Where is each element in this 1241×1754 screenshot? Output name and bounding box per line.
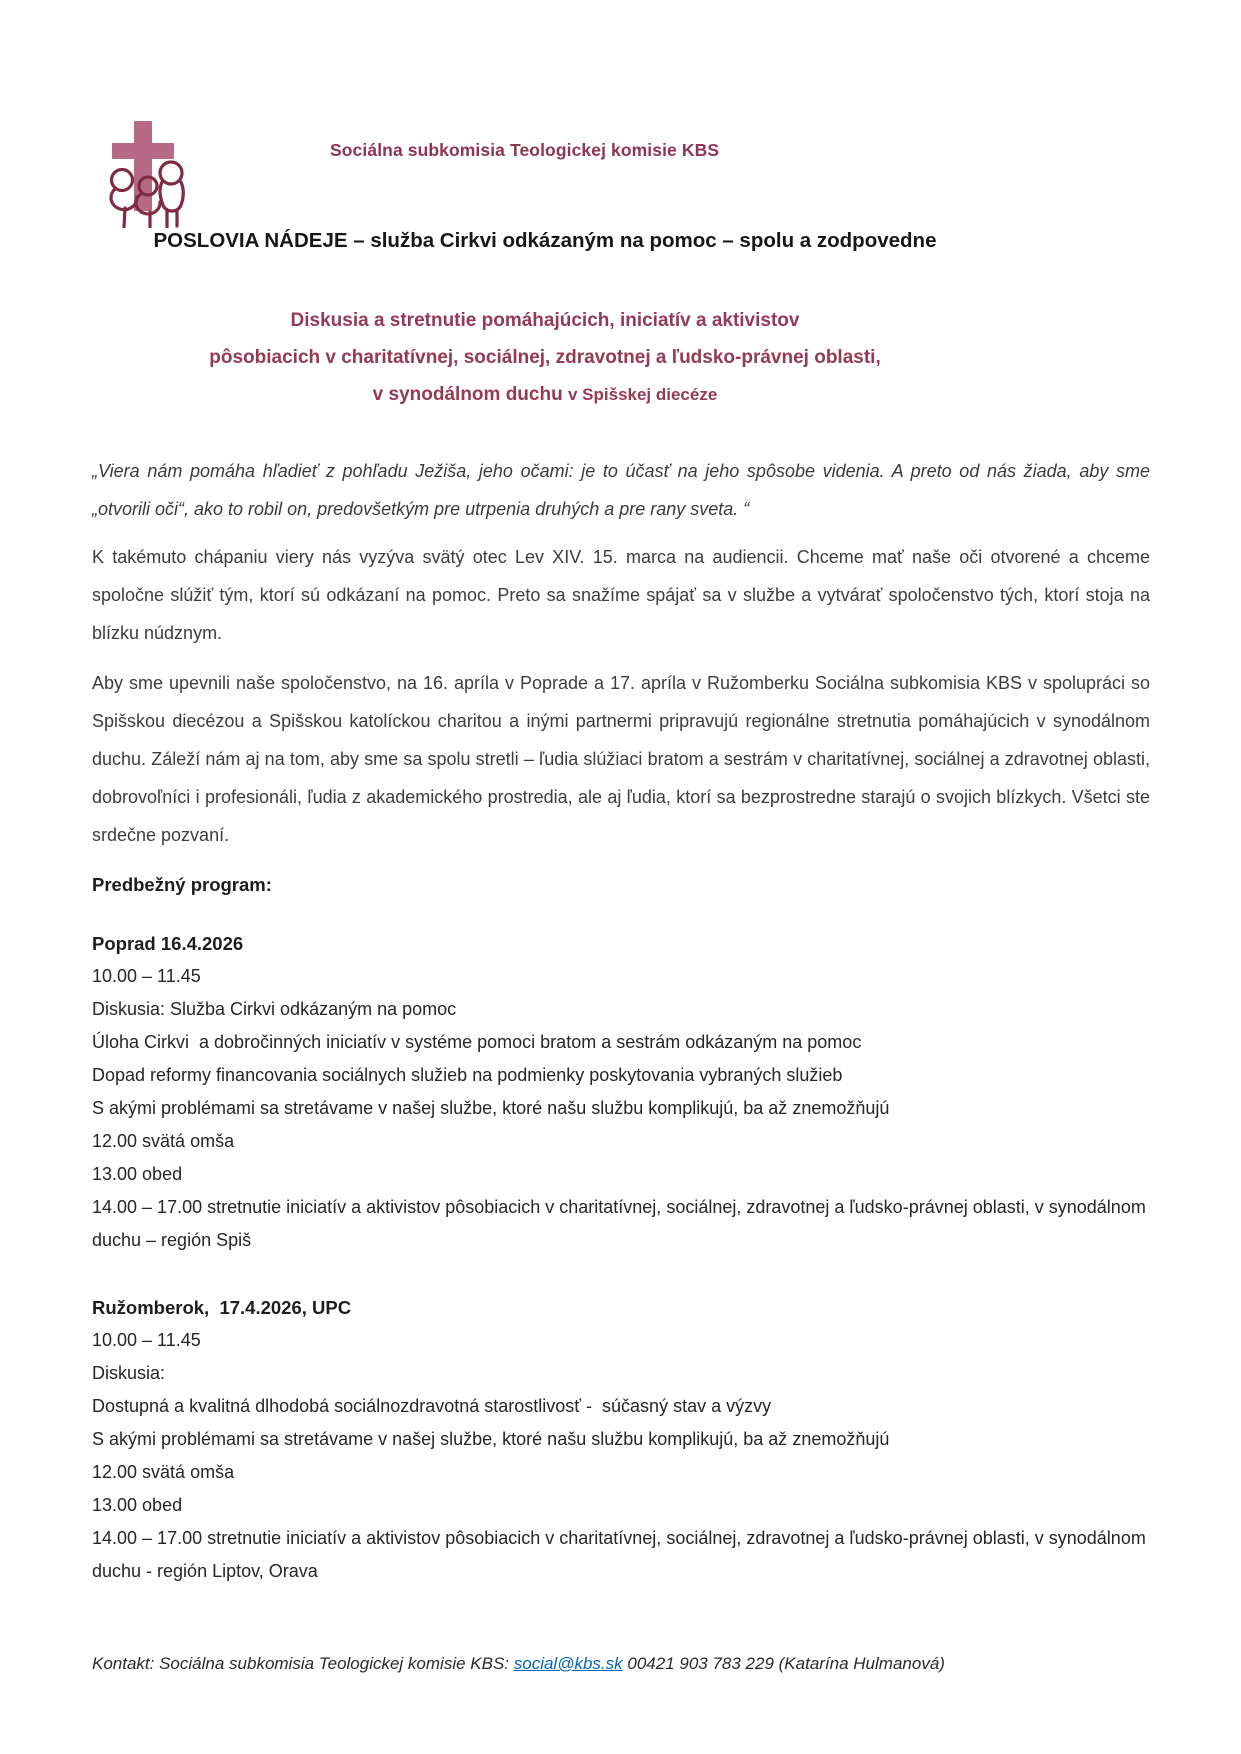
- contact-text-prefix: Kontakt: Sociálna subkomisia Teologickej komisie KBS:: [92, 1654, 514, 1673]
- program-line: 10.00 – 11.45: [92, 966, 201, 986]
- subtitle-line-3-main: v synodálnom duchu: [372, 384, 568, 405]
- document-header: [95, 116, 1149, 226]
- program-line: 14.00 – 17.00 stretnutie iniciatív a aktivistov pôsobiacich v charitatívnej, sociálnej, zdravotnej a ľudsko-právnej oblasti, v synodálnom duchu - región Liptov, Orava: [92, 1528, 1151, 1581]
- section-title-poprad: Poprad 16.4.2026: [92, 933, 244, 954]
- section-title-ruzomberok: Ružomberok, 17.4.2026, UPC: [92, 1297, 352, 1318]
- program-line: Úloha Cirkvi a dobročinných iniciatív v systéme pomoci bratom a sestrám odkázaným na pomoc: [92, 1032, 862, 1052]
- paragraph-2: Aby sme upevnili naše spoločenstvo, na 16. apríla v Poprade a 17. apríla v Ružomberku Sociálna subkomisia KBS v spolupráci so Spišskou diecézou a Spišskou katolíckou charitou a inými partnermi pripravujú regionálne stretnutia pomáhajúcich v synodálnom duchu. Záleží nám aj na tom, aby sme sa spolu stretli – ľudia slúžiaci bratom a sestrám v charitatívnej, sociálnej a zdravotnej oblasti, dobrovoľníci i profesionáli, ľudia z akademického prostredia, ale aj ľudia, ktorí sa bezprostredne starajú o svojich blízkych. Všetci ste srdečne pozvaní.: [92, 673, 1150, 845]
- program-line: Dopad reformy financovania sociálnych služieb na podmienky poskytovania vybraných služieb: [92, 1065, 843, 1085]
- subtitle-line-3-small: v Spišskej diecéze: [567, 385, 718, 404]
- organization-name: Sociálna subkomisia Teologickej komisie KBS: [330, 140, 720, 160]
- contact-text-suffix: 00421 903 783 229 (Katarína Hulmanová): [622, 1654, 945, 1673]
- document-subtitle: [40, 302, 1050, 413]
- program-section-ruzomberok: [92, 1291, 1150, 1588]
- paragraph-1: K takémuto chápaniu viery nás vyzýva svätý otec Lev XIV. 15. marca na audiencii. Chceme mať naše oči otvorené a chceme spoločne slúžiť tým, ktorí sú odkázaní na pomoc. Preto sa snažíme spájať sa v službe a vytvárať spoločenstvo tých, ktorí stoja na blízku núdznym.: [92, 547, 1150, 643]
- program-heading: Predbežný program:: [92, 874, 272, 895]
- subtitle-line-1: Diskusia a stretnutie pomáhajúcich, iniciatív a aktivistov: [290, 310, 800, 331]
- cross-and-people-logo-icon: [95, 116, 205, 228]
- contact-email-link[interactable]: social@kbs.sk: [513, 1654, 623, 1673]
- contact-footer: [92, 1654, 1150, 1674]
- program-line: 12.00 svätá omša: [92, 1131, 235, 1151]
- program-line: 14.00 – 17.00 stretnutie iniciatív a aktivistov pôsobiacich v charitatívnej, sociálnej, zdravotnej a ľudsko-právnej oblasti, v synodálnom duchu – región Spiš: [92, 1197, 1151, 1250]
- program-line: 13.00 obed: [92, 1164, 183, 1184]
- program-line: 12.00 svätá omša: [92, 1462, 235, 1482]
- program-line: Diskusia:: [92, 1363, 166, 1383]
- document-title: POSLOVIA NÁDEJE – služba Cirkvi odkázaným na pomoc – spolu a zodpovedne: [153, 229, 937, 252]
- program-line: 13.00 obed: [92, 1495, 183, 1515]
- opening-quote: „Viera nám pomáha hľadieť z pohľadu Ježiša, jeho očami: je to účasť na jeho spôsobe videnia. A preto od nás žiada, aby sme „otvorili oči“, ako to robil on, predovšetkým pre utrpenia druhých a pre rany sveta. “: [92, 461, 1150, 519]
- subtitle-line-2: pôsobiacich v charitatívnej, sociálnej, zdravotnej a ľudsko-právnej oblasti,: [209, 347, 881, 368]
- document-body: [92, 452, 1150, 1622]
- program-line: Diskusia: Služba Cirkvi odkázaným na pomoc: [92, 999, 457, 1019]
- program-line: S akými problémami sa stretávame v našej službe, ktoré našu službu komplikujú, ba až znemožňujú: [92, 1098, 890, 1118]
- program-section-poprad: [92, 927, 1150, 1257]
- program-line: 10.00 – 11.45: [92, 1330, 201, 1350]
- subtitle-line-3: [40, 376, 1050, 413]
- program-line: S akými problémami sa stretávame v našej službe, ktoré našu službu komplikujú, ba až znemožňujú: [92, 1429, 890, 1449]
- program-line: Dostupná a kvalitná dlhodobá sociálnozdravotná starostlivosť - súčasný stav a výzvy: [92, 1396, 772, 1416]
